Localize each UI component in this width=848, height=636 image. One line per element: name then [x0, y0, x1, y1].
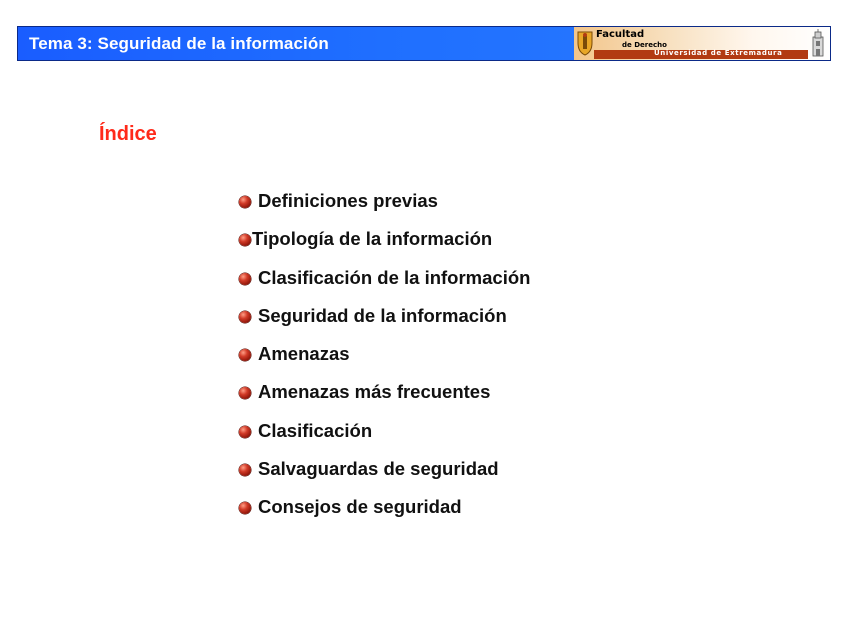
bullet-icon [239, 196, 251, 208]
list-item-label: Definiciones previas [258, 190, 438, 211]
list-item-label: Amenazas más frecuentes [258, 381, 491, 403]
topics-list [239, 188, 530, 533]
faculty-emblem-icon [576, 29, 594, 57]
list-item-label: Seguridad de la información [258, 304, 507, 326]
logo-university-text: Universidad de Extremadura [654, 49, 783, 57]
logo-department-text: de Derecho [622, 41, 667, 49]
bullet-icon [239, 464, 251, 476]
list-item-label: Salvaguardas de seguridad [258, 458, 499, 480]
list-item [239, 418, 530, 456]
list-item-label: Clasificación de la información [258, 266, 531, 288]
bullet-icon [239, 349, 251, 361]
list-item [239, 456, 530, 494]
list-item [239, 341, 530, 379]
list-item-label: Tipología de la información [252, 228, 493, 250]
bullet-icon [239, 502, 251, 514]
list-item [239, 226, 530, 264]
header-bar [17, 26, 831, 61]
list-item-label: Amenazas [258, 343, 350, 365]
list-item [239, 494, 530, 532]
list-item [239, 303, 530, 341]
bullet-icon [239, 311, 251, 323]
slide-title: Tema 3: Seguridad de la información [29, 34, 329, 53]
index-heading: Índice [99, 123, 157, 145]
bullet-icon [239, 273, 251, 285]
list-item-label: Clasificación [258, 419, 373, 441]
list-item [239, 265, 530, 303]
logo-faculty-text: Facultad [596, 29, 645, 40]
list-item-label: Consejos de seguridad [258, 496, 462, 518]
bullet-icon [239, 426, 251, 438]
list-item [239, 379, 530, 417]
faculty-logo [574, 27, 830, 60]
bullet-icon [239, 234, 251, 246]
list-item [239, 188, 530, 226]
bullet-icon [239, 387, 251, 399]
tower-icon [810, 29, 826, 58]
